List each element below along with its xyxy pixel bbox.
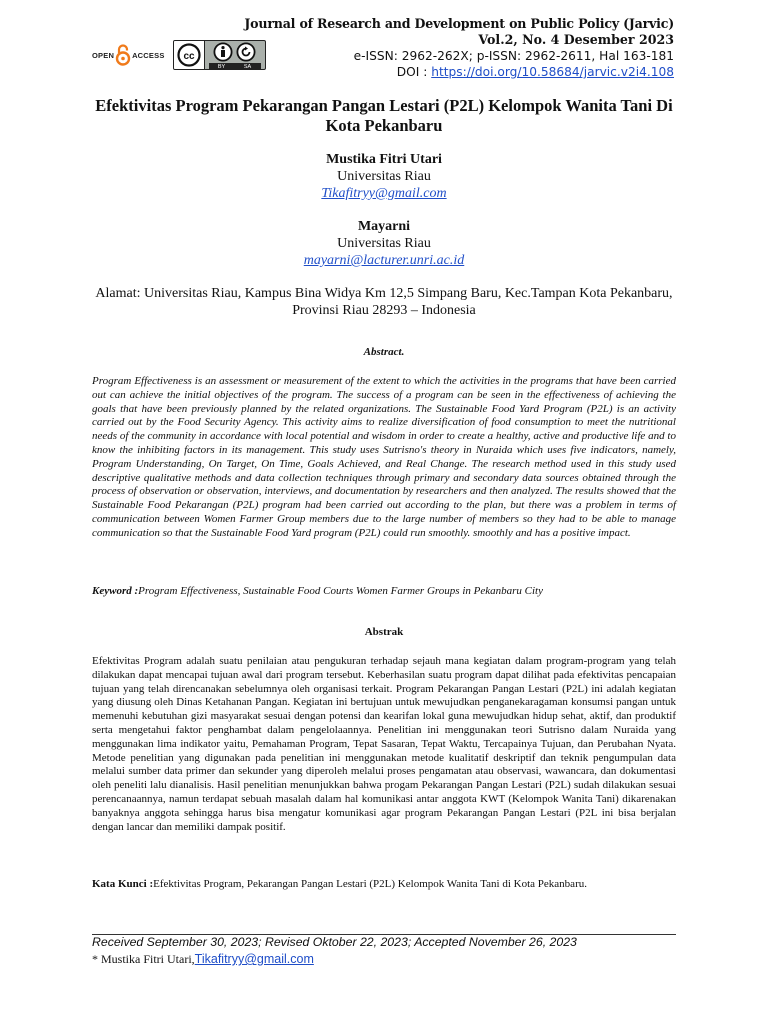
journal-volume: Vol.2, No. 4 Desember 2023 [478, 32, 674, 47]
author-email-link[interactable]: mayarni@lacturer.unri.ac.id [303, 253, 465, 268]
journal-issn: e-ISSN: 2962-262X; p-ISSN: 2962-2611, Hal 163-181 [353, 49, 674, 63]
open-access-left-text: OPEN [92, 50, 115, 60]
journal-doi [244, 64, 674, 80]
institution-address: Alamat: Universitas Riau, Kampus Bina Widya Km 12,5 Simpang Baru, Kec.Tampan Kota Pekanbaru, Provinsi Riau 28293 – Indonesia [95, 286, 673, 318]
author-email-link[interactable]: Tikafitryy@gmail.com [321, 186, 447, 201]
paper-title: Efektivitas Program Pekarangan Pangan Lestari (P2L) Kelompok Wanita Tani Di Kota Pekanbaru [95, 96, 673, 135]
abstract-heading: Abstract. [363, 346, 405, 358]
corresponding-email-link[interactable]: Tikafitryy@gmail.com [194, 952, 314, 966]
kata-kunci-text: Efektivitas Program, Pekarangan Pangan Lestari (P2L) Kelompok Wanita Tani di Kota Pekanbaru. [153, 878, 587, 890]
received-dates: Received September 30, 2023; Revised Oktober 22, 2023; Accepted November 26, 2023 [92, 935, 577, 949]
journal-title: Journal of Research and Development on Public Policy (Jarvic) [244, 16, 674, 31]
author-name: Mustika Fitri Utari [326, 152, 442, 167]
cc-icon [174, 41, 205, 69]
license-terms-bar: BY SA [209, 63, 261, 70]
author-block-2 [92, 218, 676, 269]
corresponding-author-name: * Mustika Fitri Utari, [92, 952, 195, 966]
keywords-text: Program Effectiveness, Sustainable Food Courts Women Farmer Groups in Pekanbaru City [138, 585, 543, 597]
corresponding-author [92, 952, 314, 967]
abstract-text: Program Effectiveness is an assessment or measurement of the extent to which the activities in the programs that have been carried out can achieve the initial objectives of the program. The success of a program can be seen in the effectiveness of achieving the goals that have been previously planned by the related organizations. The Sustainable Food Yard Program (P2L) is an activity carried out by the Food Security Agency. This activity aims to realize diversification of food consumption to meet the nutritional needs of the community in accordance with local potential and wisdom in order to create a healthy, active and productive life and to know the inhibiting factors in its management. This study uses Sutrisno's theory in Nuraida which uses five indicators, namely, Program Understanding, On Target, On Time, Goals Achieved, and Real Change. The research method used in this study used descriptive qualitative methods and data collection techniques through primary and secondary data sources obtained through the process of observation or observation, interviews, and documentation by researchers and then analyzed. The results showed that the Sustainable Food Pekarangan (P2L) program had been carried out according to the plan, but there was a problem in terms of communication between Women Farmer Group members due to the large number of members so they had to be able to manage communication so that the Sustainable Food Yard program (P2L) could run smoothly. smoothly and has a positive impact. [92, 375, 676, 539]
svg-text:cc: cc [182, 51, 195, 62]
kata-kunci-line [92, 877, 676, 891]
license-logos [92, 40, 266, 70]
keywords-line [92, 584, 676, 598]
author-name: Mayarni [357, 219, 411, 234]
attribution-icon [213, 42, 233, 62]
abstrak-heading: Abstrak [364, 626, 404, 638]
open-access-lock-icon [115, 44, 131, 66]
author-affiliation: Universitas Riau [337, 236, 431, 251]
kata-kunci-label: Kata Kunci : [92, 878, 154, 890]
abstrak-text: Efektivitas Program adalah suatu penilaian atau pengukuran terhadap sejauh mana kegiatan dalam program-program yang telah dilakukan dapat mencapai tujuan awal dari program tersebut. Keberhasilan suatu program dapat dilihat pada efektivitas pencapaian tujuan yang telah direncanakan sebelumnya oleh organisasi terkait. Program Pekarangan Pangan Lestari (P2L) ini adalah kegiatan yang diusung oleh Dinas Ketahanan Pangan. Kegiatan ini bertujuan untuk mewujudkan penganekaragaman konsumsi pangan untuk memenuhi kebutuhan gizi masyarakat sesuai dengan potensi dan kearifan lokal guna mewujudkan hidup sehat, aktif, dan produktif serta mengetahui faktor penghambat dalam pengelolaannya. Penelitian ini menggunakan teori Sutrisno dalam Nuraida yang menggunakan lima indikator yaitu, Pemahaman Program, Tepat Sasaran, Tepat Waktu, Tercapainya Tujuan, dan Perubahan Nyata. Metode penelitian yang digunakan pada penelitian ini menggunakan metode kualitatif deskriptif dan teknik pengumpulan data melalui sumber data primer dan sekunder yang diperoleh melalui proses pengamatan atau observasi, wawancara, dan dokumentasi oleh peneliti lalu dianalisis. Hasil penelitian menunjukkan bahwa progam Pekarangan Pangan Lestari (P2L) sudah dilakukan sesuai perencanaannya, namun terdapat sebuah masalah dalam hal komunikasi antar anggota KWT (Kelompok Wanita Tani) dikarenakan banyaknya anggota sehingga harus bisa mengatur komunikasi agar program Pekarangan Pangan Lestari (P2L ini bisa berjalan dengan lancar dan memiliki dampak positif. [92, 655, 676, 833]
open-access-right-text: ACCESS [132, 50, 165, 60]
author-block-1 [92, 151, 676, 202]
keywords-label: Keyword : [92, 585, 139, 597]
doi-label: DOI : [396, 65, 432, 79]
author-affiliation: Universitas Riau [337, 169, 431, 184]
doi-link[interactable]: https://doi.org/10.58684/jarvic.v2i4.108 [431, 65, 674, 79]
journal-header [244, 16, 674, 80]
open-access-logo [92, 44, 165, 66]
